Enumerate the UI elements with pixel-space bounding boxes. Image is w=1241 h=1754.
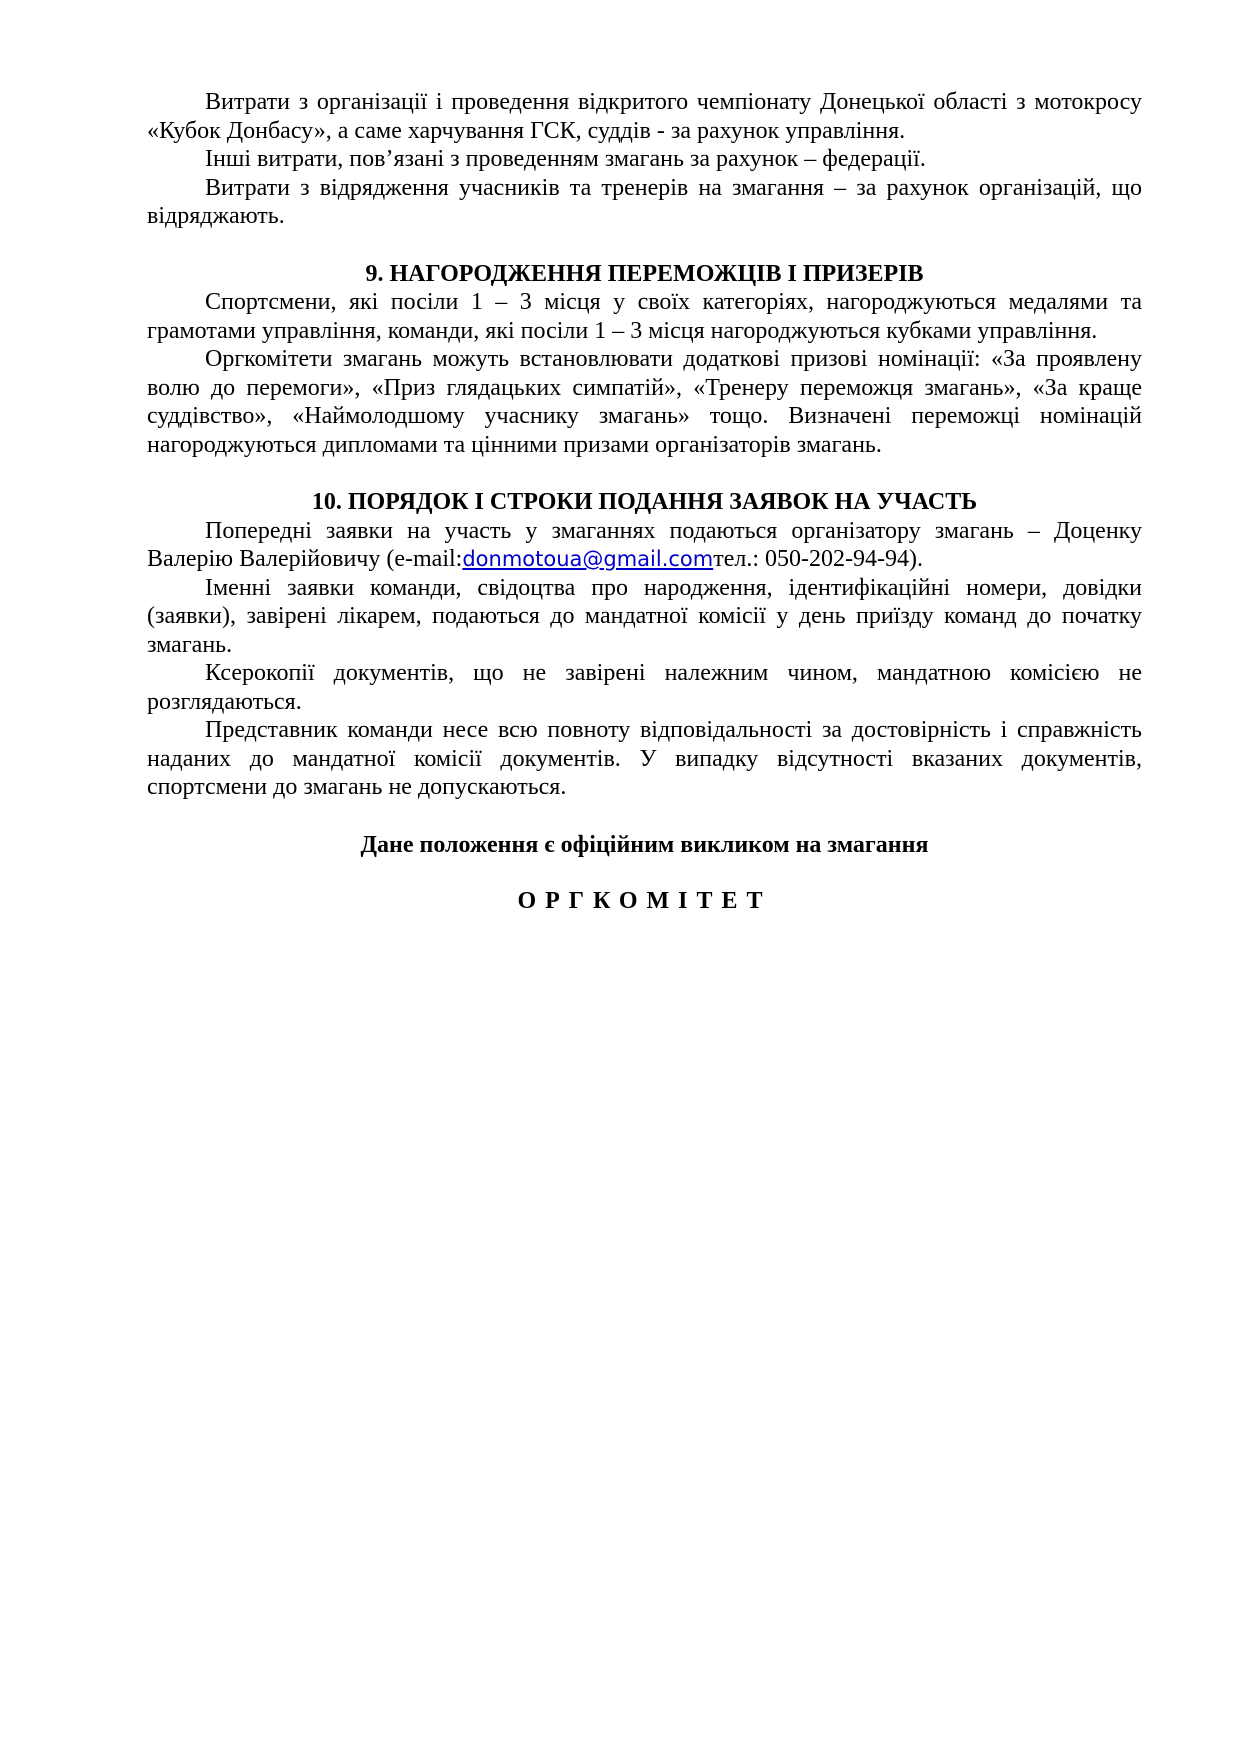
paragraph-preliminary-applications — [147, 517, 1142, 574]
organizing-committee-signature: ОРГКОМІТЕТ — [517, 888, 772, 914]
paragraph-awards-nominations: Оргкомітети змагань можуть встановлювати додаткові призові номінації: «За проявлену волю до перемоги», «Приз глядацьких симпатій», «Тренеру переможця змагань», «За краще суддівство», «Наймолодшому учаснику змагань» тощо. Визначені переможці номінацій нагороджуються дипломами та цінними призами організаторів змагань. — [147, 346, 1142, 458]
section-10-title: 10. ПОРЯДОК І СТРОКИ ПОДАННЯ ЗАЯВОК НА УЧАСТЬ — [311, 489, 978, 515]
document-body — [147, 88, 1142, 916]
paragraph-named-applications: Іменні заявки команди, свідоцтва про народження, ідентифікаційні номери, довідки (заявки), завірені лікарем, подаються до мандатної комісії у день приїзду команд до початку змагань. — [147, 574, 1142, 658]
paragraph-copies: Ксерокопії документів, що не завірені належним чином, мандатною комісією не розглядаються. — [147, 660, 1142, 715]
paragraph-expenses-travel: Витрати з відрядження учасників та тренерів на змагання – за рахунок організацій, що відряджають. — [147, 174, 1142, 229]
section-9-title: 9. НАГОРОДЖЕННЯ ПЕРЕМОЖЦІВ І ПРИЗЕРІВ — [365, 260, 924, 287]
official-call-statement: Дане положення є офіційним викликом на змагання — [360, 831, 929, 858]
paragraph-expenses-other: Інші витрати, пов’язані з проведенням змагань за рахунок – федерації. — [205, 146, 926, 172]
paragraph-expenses-championship: Витрати з організації і проведення відкритого чемпіонату Донецької області з мотокросу «Кубок Донбасу», а саме харчування ГСК, суддів - за рахунок управління. — [147, 89, 1142, 144]
paragraph-representative: Представник команди несе всю повноту відповідальності за достовірність і справжність наданих до мандатної комісії документів. У випадку відсутності вказаних документів, спортсмени до змагань не допускаються. — [147, 717, 1142, 800]
preliminary-text: Попередні заявки на участь у змаганнях подаються організатору змагань – Доценку Валерію Валерійовичу (e-mail: — [147, 517, 1142, 572]
email-link[interactable]: donmotoua@gmail.com — [462, 547, 714, 571]
paragraph-awards-medals: Спортсмени, які посіли 1 – 3 місця у своїх категоріях, нагороджуються медалями та грамотами управління, команди, які посіли 1 – 3 місця нагороджуються кубками управління. — [147, 289, 1142, 344]
phone-text: тел.: 050-202-94-94). — [713, 546, 923, 572]
